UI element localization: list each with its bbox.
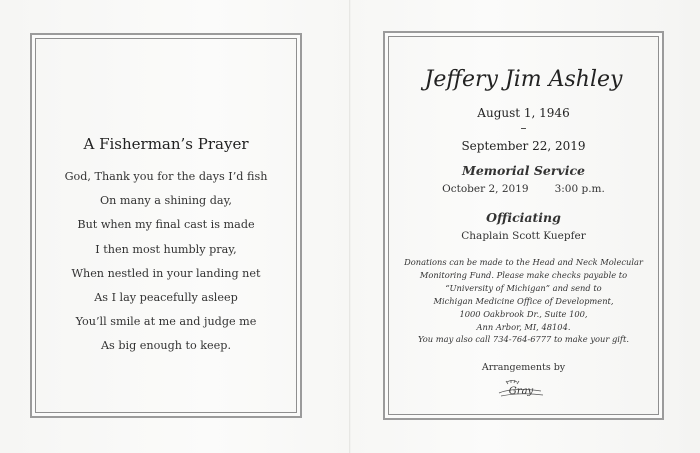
prayer-line: But when my final cast is made <box>77 218 255 232</box>
service-date: October 2, 2019 <box>442 183 529 195</box>
funeral-home-logo <box>493 379 549 399</box>
service-heading: Memorial Service <box>461 163 586 178</box>
officiating-heading: Officiating <box>486 210 561 225</box>
donations-text <box>395 256 652 346</box>
prayer-line: You’ll smile at me and judge me <box>75 315 257 329</box>
date-separator: – <box>520 121 527 135</box>
prayer-line: On many a shining day, <box>100 194 232 208</box>
logo-lettering: Gray <box>508 386 534 397</box>
donation-line: Michigan Medicine Office of Development, <box>433 295 614 306</box>
donation-line: 1000 Oakbrook Dr., Suite 100, <box>459 308 588 319</box>
donation-line: Donations can be made to the Head and Neck Molecular <box>404 257 643 267</box>
prayer-panel <box>30 33 302 418</box>
prayer-line: I then most humbly pray, <box>95 242 237 256</box>
service-time: 3:00 p.m. <box>554 183 605 195</box>
death-date: September 22, 2019 <box>461 139 586 153</box>
donation-line: You may also call 734-764-6777 to make your gift. <box>418 334 629 345</box>
center-fold <box>349 0 351 453</box>
prayer-text <box>32 165 300 359</box>
donation-line: “University of Michigan” and send to <box>445 282 602 293</box>
service-details <box>385 183 662 195</box>
prayer-title: A Fisherman’s Prayer <box>83 135 249 153</box>
donation-line: Ann Arbor, MI, 48104. <box>476 321 571 332</box>
deceased-name: Jeffery Jim Ashley <box>424 67 623 92</box>
prayer-line: God, Thank you for the days I’d fish <box>64 170 268 183</box>
arrangements-label: Arrangements by <box>481 362 566 373</box>
birth-date: August 1, 1946 <box>477 106 570 120</box>
prayer-line: As I lay peacefully asleep <box>94 291 238 305</box>
officiant-name: Chaplain Scott Kuepfer <box>461 230 586 242</box>
donation-line: Monitoring Fund. Please make checks payable to <box>419 269 628 280</box>
prayer-line: As big enough to keep. <box>100 339 232 353</box>
prayer-line: When nestled in your landing net <box>71 266 261 280</box>
obituary-panel <box>383 31 664 420</box>
